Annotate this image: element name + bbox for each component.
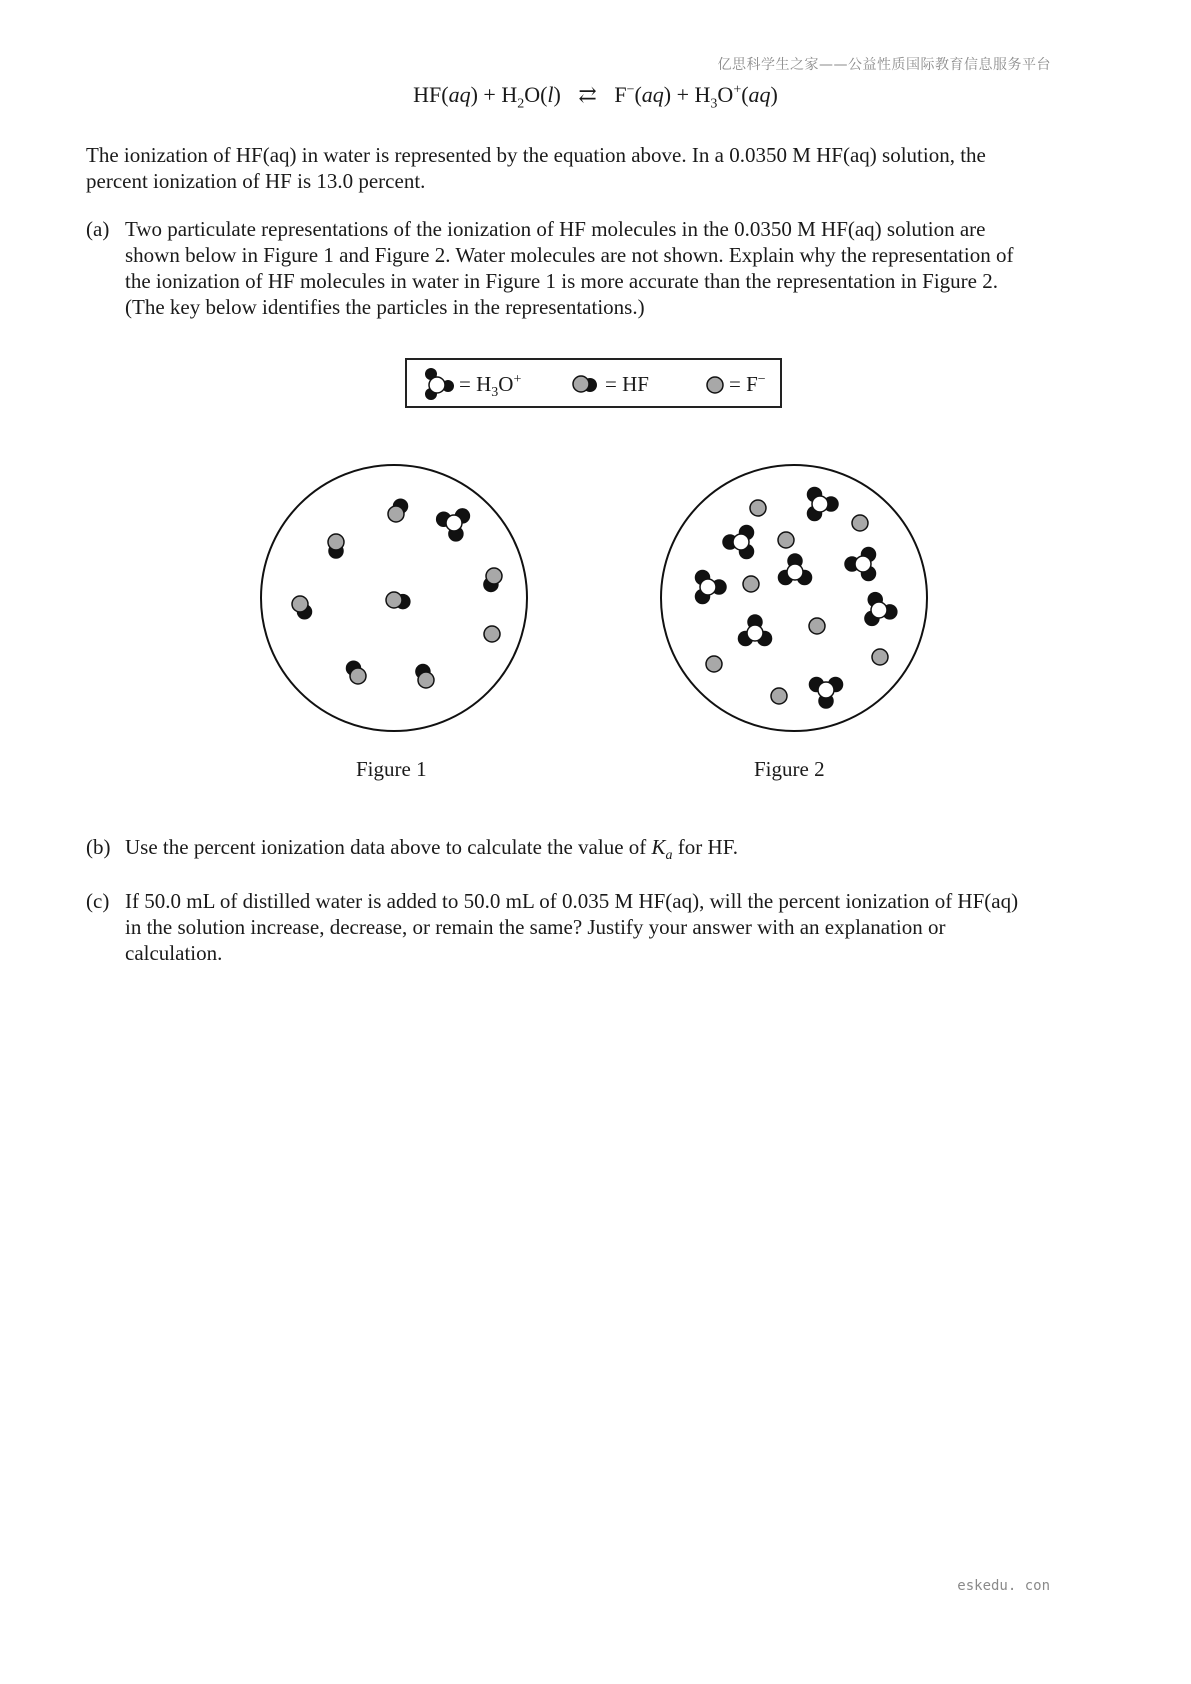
eq-phase: aq: [748, 82, 771, 107]
f-ion-particle: [484, 626, 500, 642]
eq-sup: −: [626, 82, 635, 98]
eq-hf: HF: [413, 82, 442, 107]
part-a-line: (The key below identifies the particles in the representations.): [125, 295, 645, 319]
part-a: [86, 216, 1136, 320]
eq-hydronium: H: [694, 82, 711, 107]
part-c-line: If 50.0 mL of distilled water is added to 50.0 mL of 0.035 M HF(aq), will the percent ionization of HF(aq): [125, 889, 1019, 913]
eq-hydronium-o: O: [717, 82, 734, 107]
hf-icon: [570, 374, 602, 396]
f-ion-particle: [809, 618, 825, 634]
f-ion-particle: [771, 688, 787, 704]
f-ion-particle: [872, 649, 888, 665]
figure-2-label: Figure 2: [754, 757, 825, 781]
eq-water-o: O: [524, 82, 541, 107]
intro-paragraph: [86, 142, 1136, 194]
f-icon: [704, 374, 726, 396]
key-h3o-label: = $H_3O^+$: [459, 372, 522, 401]
footer-site: eskedu. con: [957, 1578, 1050, 1594]
eq-sub: 3: [710, 96, 718, 112]
f-ion-particle: [852, 515, 868, 531]
eq-phase: aq: [448, 82, 471, 107]
figure-1-label: Figure 1: [356, 757, 427, 781]
ionization-equation: $HF(aq) + H_2O(l)$ ⇄ $F^-(aq) + H_3O^+(aq)$: [413, 82, 778, 112]
part-b-label: (b): [86, 835, 111, 859]
key-hf-label: = HF: [605, 372, 649, 396]
watermark-text: 亿思科学生之家——公益性质国际教育信息服务平台: [717, 57, 1051, 73]
part-a-line: the ionization of HF molecules in water in Figure 1 is more accurate than the representation in Figure 2.: [125, 269, 998, 293]
equilibrium-arrow: ⇄: [578, 82, 597, 107]
hf-particle: [328, 534, 344, 558]
part-c-line: in the solution increase, decrease, or remain the same? Justify your answer with an explanation or: [125, 915, 946, 939]
eq-sup: +: [733, 82, 742, 98]
eq-sub: 2: [517, 96, 525, 112]
f-ion-particle: [778, 532, 794, 548]
h3o-icon: [417, 364, 457, 404]
part-c-line: calculation.: [125, 941, 223, 965]
eq-water: H: [501, 82, 518, 107]
part-c-label: (c): [86, 889, 110, 913]
part-a-line: Two particulate representations of the ionization of HF molecules in the 0.0350 M HF(aq) solution are: [125, 217, 986, 241]
part-b-text: Use the percent ionization data above to calculate the value of $K_a$ for HF.: [125, 835, 738, 864]
eq-phase: l: [547, 82, 554, 107]
figure-2-diagram: [658, 462, 930, 734]
f-ion-particle: [750, 500, 766, 516]
intro-line: percent ionization of HF is 13.0 percent.: [86, 169, 426, 193]
figure-1-diagram: [258, 462, 530, 734]
eq-fluoride: F: [614, 82, 627, 107]
particle-key: [405, 358, 782, 408]
eq-phase: aq: [641, 82, 664, 107]
f-ion-particle: [743, 576, 759, 592]
part-c: [86, 888, 1136, 966]
f-ion-particle: [706, 656, 722, 672]
intro-line: The ionization of HF(aq) in water is represented by the equation above. In a 0.0350 M HF(aq) solution, the: [86, 143, 986, 167]
part-b: [86, 834, 1136, 864]
part-a-label: (a): [86, 217, 110, 241]
key-f-label: = F−: [729, 372, 766, 396]
part-a-line: shown below in Figure 1 and Figure 2. Water molecules are not shown. Explain why the representation of: [125, 243, 1014, 267]
